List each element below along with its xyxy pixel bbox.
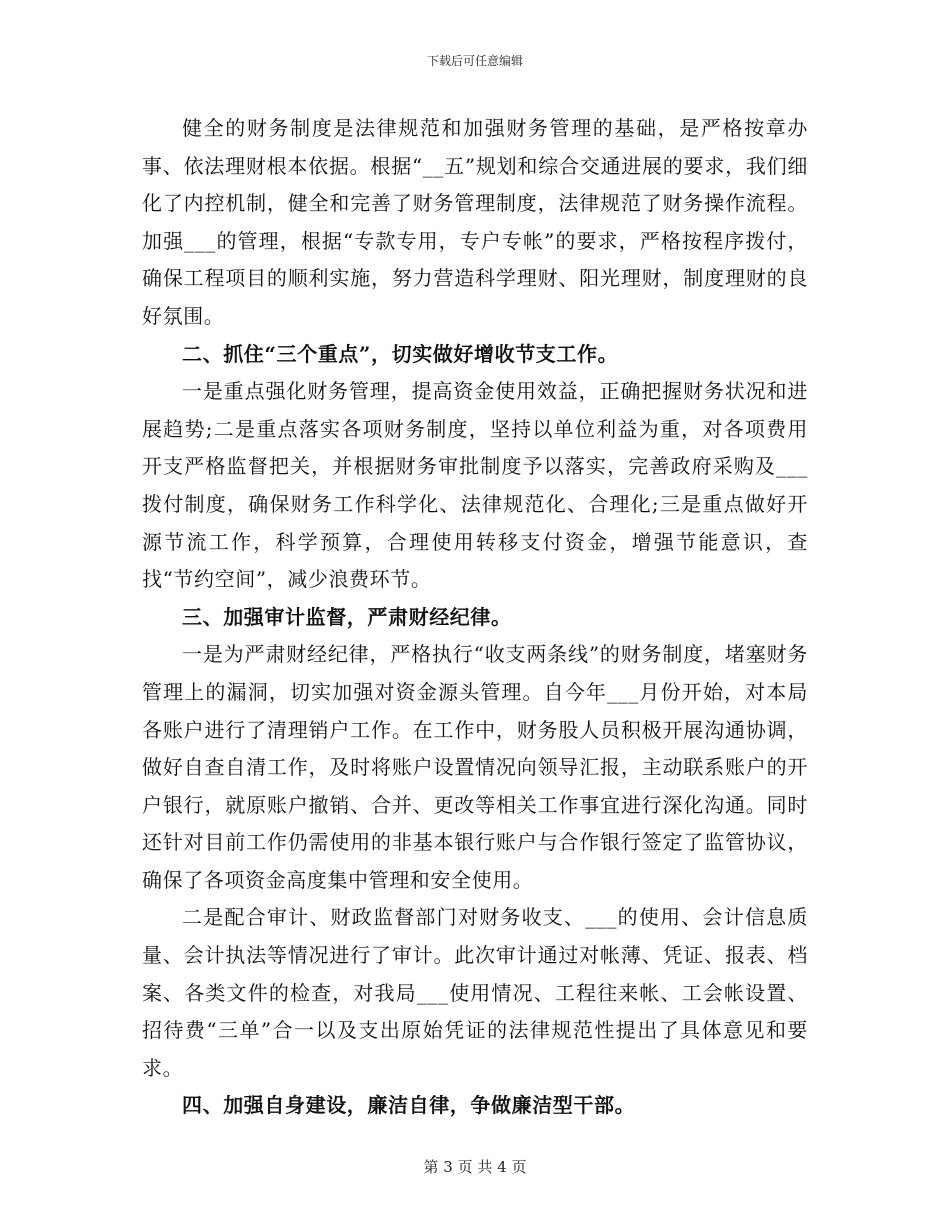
page-header-note: 下载后可任意编辑 <box>426 54 523 68</box>
page-number: 第 3 页 共 4 页 <box>423 1158 527 1176</box>
section-heading-3: 三、加强审计监督，严肃财经纪律。 <box>182 604 512 629</box>
body-paragraph: 二是配合审计、财政监督部门对财务收支、___的使用、会计信息质量、会计执法等情况进行了审计。此次审计通过对帐薄、凭证、报表、档案、各类文件的检查，对我局___使用情况、工程往来帐、工会帐设置、招待费“三单”合一以及支出原始凭证的法律规范性提出了具体意见和要求。 <box>142 905 808 1080</box>
section-heading-2: 二、抓住“三个重点”，切实做好增收节支工作。 <box>182 341 619 366</box>
document-body <box>142 110 808 1125</box>
body-paragraph: 一是重点强化财务管理，提高资金使用效益，正确把握财务状况和进展趋势;二是重点落实各项财务制度，坚持以单位利益为重，对各项费用开支严格监督把关，并根据财务审批制度予以落实，完善政府采购及___拨付制度，确保财务工作科学化、法律规范化、合理化;三是重点做好开源节流工作，科学预算，合理使用转移支付资金，增强节能意识，查找“节约空间”，减少浪费环节。 <box>142 379 808 592</box>
body-paragraph: 一是为严肃财经纪律，严格执行“收支两条线”的财务制度，堵塞财务管理上的漏洞，切实加强对资金源头管理。自今年___月份开始，对本局各账户进行了清理销户工作。在工作中，财务股人员积极开展沟通协调，做好自查自清工作，及时将账户设置情况向领导汇报，主动联系账户的开户银行，就原账户撤销、合并、更改等相关工作事宜进行深化沟通。同时还针对目前工作仍需使用的非基本银行账户与合作银行签定了监管协议，确保了各项资金高度集中管理和安全使用。 <box>142 642 808 892</box>
body-paragraph: 健全的财务制度是法律规范和加强财务管理的基础，是严格按章办事、依法理财根本依据。根据“__五”规划和综合交通进展的要求，我们细化了内控机制，健全和完善了财务管理制度，法律规范了财务操作流程。加强___的管理，根据“专款专用，专户专帐”的要求，严格按程序拨付，确保工程项目的顺利实施，努力营造科学理财、阳光理财，制度理财的良好氛围。 <box>142 116 808 328</box>
section-heading-4: 四、加强自身建设，廉洁自律，争做廉洁型干部。 <box>182 1093 636 1118</box>
